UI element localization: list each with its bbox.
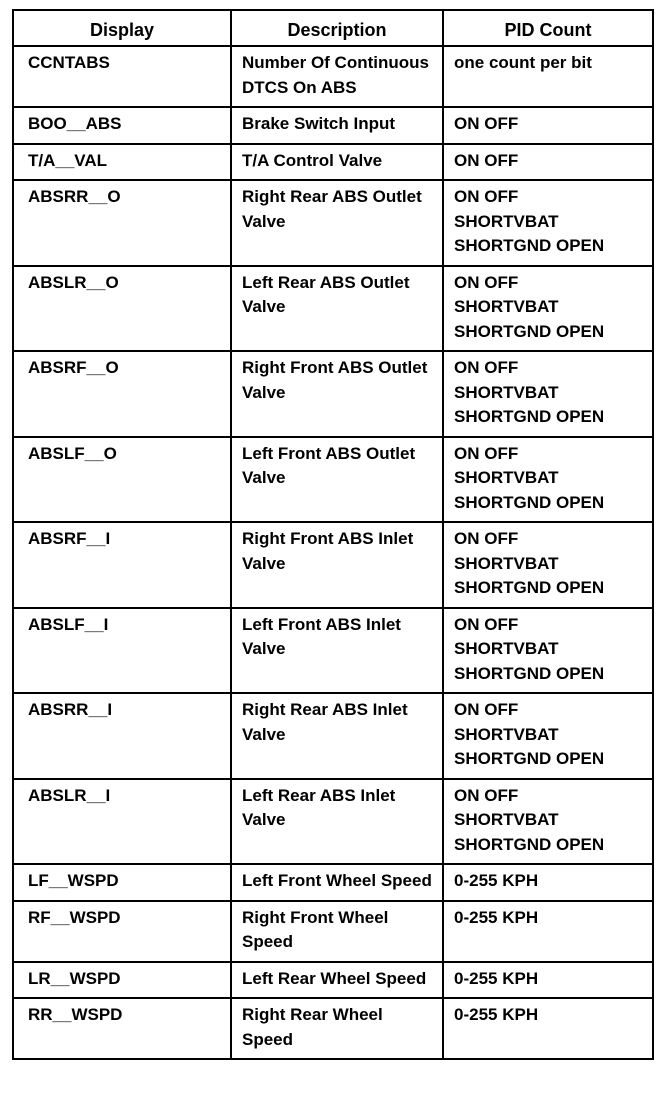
pid-count-cell: ON OFF SHORTVBAT SHORTGND OPEN bbox=[443, 608, 653, 694]
display-cell: ABSLF__I bbox=[13, 608, 231, 694]
pid-count-cell: 0-255 KPH bbox=[443, 998, 653, 1059]
table-row bbox=[13, 351, 653, 437]
display-cell: ABSRF__I bbox=[13, 522, 231, 608]
table-row bbox=[13, 998, 653, 1059]
display-cell: T/A__VAL bbox=[13, 144, 231, 181]
display-cell: ABSLF__O bbox=[13, 437, 231, 523]
display-cell: RR__WSPD bbox=[13, 998, 231, 1059]
description-cell: Right Front ABS Inlet Valve bbox=[231, 522, 443, 608]
description-cell: Right Rear ABS Outlet Valve bbox=[231, 180, 443, 266]
display-cell: LR__WSPD bbox=[13, 962, 231, 999]
pid-count-cell: ON OFF SHORTVBAT SHORTGND OPEN bbox=[443, 180, 653, 266]
display-cell: CCNTABS bbox=[13, 46, 231, 107]
description-cell: Right Rear Wheel Speed bbox=[231, 998, 443, 1059]
pid-count-cell: ON OFF bbox=[443, 144, 653, 181]
header-description: Description bbox=[231, 10, 443, 46]
table-row bbox=[13, 144, 653, 181]
table-row bbox=[13, 693, 653, 779]
pid-count-cell: 0-255 KPH bbox=[443, 864, 653, 901]
header-pid-count: PID Count bbox=[443, 10, 653, 46]
pid-count-cell: ON OFF bbox=[443, 107, 653, 144]
display-cell: RF__WSPD bbox=[13, 901, 231, 962]
description-cell: Left Rear ABS Inlet Valve bbox=[231, 779, 443, 865]
display-cell: ABSLR__I bbox=[13, 779, 231, 865]
table-row bbox=[13, 266, 653, 352]
table-row bbox=[13, 180, 653, 266]
table-row bbox=[13, 962, 653, 999]
description-cell: Left Front Wheel Speed bbox=[231, 864, 443, 901]
pid-count-cell: ON OFF SHORTVBAT SHORTGND OPEN bbox=[443, 779, 653, 865]
description-cell: Right Rear ABS Inlet Valve bbox=[231, 693, 443, 779]
pid-table bbox=[12, 9, 654, 1060]
table-row bbox=[13, 437, 653, 523]
description-cell: Right Front ABS Outlet Valve bbox=[231, 351, 443, 437]
pid-table-container bbox=[12, 9, 652, 1060]
table-row bbox=[13, 901, 653, 962]
pid-count-cell: ON OFF SHORTVBAT SHORTGND OPEN bbox=[443, 351, 653, 437]
pid-count-cell: 0-255 KPH bbox=[443, 901, 653, 962]
table-row bbox=[13, 779, 653, 865]
header-display: Display bbox=[13, 10, 231, 46]
table-row bbox=[13, 608, 653, 694]
description-cell: Left Rear ABS Outlet Valve bbox=[231, 266, 443, 352]
table-row bbox=[13, 864, 653, 901]
description-cell: Left Front ABS Outlet Valve bbox=[231, 437, 443, 523]
pid-count-cell: ON OFF SHORTVBAT SHORTGND OPEN bbox=[443, 437, 653, 523]
display-cell: LF__WSPD bbox=[13, 864, 231, 901]
display-cell: ABSRR__I bbox=[13, 693, 231, 779]
pid-count-cell: ON OFF SHORTVBAT SHORTGND OPEN bbox=[443, 522, 653, 608]
pid-count-cell: one count per bit bbox=[443, 46, 653, 107]
pid-count-cell: ON OFF SHORTVBAT SHORTGND OPEN bbox=[443, 266, 653, 352]
pid-count-cell: ON OFF SHORTVBAT SHORTGND OPEN bbox=[443, 693, 653, 779]
pid-count-cell: 0-255 KPH bbox=[443, 962, 653, 999]
table-row bbox=[13, 522, 653, 608]
display-cell: BOO__ABS bbox=[13, 107, 231, 144]
table-row bbox=[13, 46, 653, 107]
description-cell: Brake Switch Input bbox=[231, 107, 443, 144]
description-cell: Right Front Wheel Speed bbox=[231, 901, 443, 962]
display-cell: ABSRF__O bbox=[13, 351, 231, 437]
description-cell: Left Front ABS Inlet Valve bbox=[231, 608, 443, 694]
description-cell: T/A Control Valve bbox=[231, 144, 443, 181]
description-cell: Left Rear Wheel Speed bbox=[231, 962, 443, 999]
display-cell: ABSRR__O bbox=[13, 180, 231, 266]
table-row bbox=[13, 107, 653, 144]
description-cell: Number Of Continuous DTCS On ABS bbox=[231, 46, 443, 107]
display-cell: ABSLR__O bbox=[13, 266, 231, 352]
header-row bbox=[13, 10, 653, 46]
